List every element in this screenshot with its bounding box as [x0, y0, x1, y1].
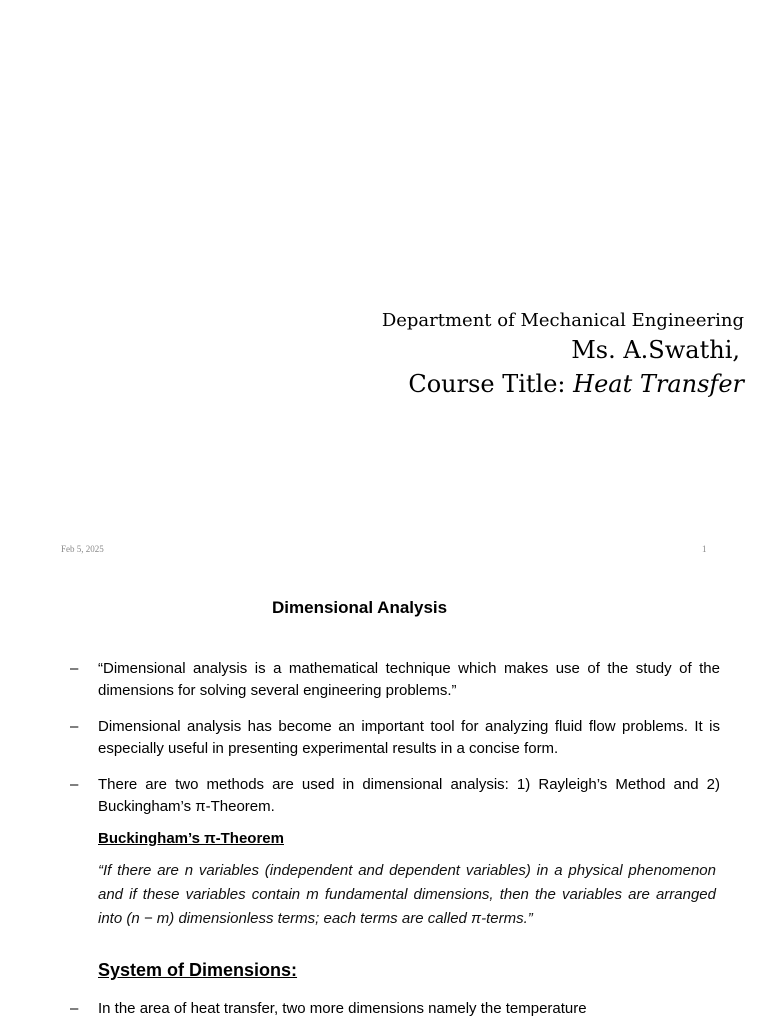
bullet-item — [70, 998, 720, 1020]
buckingham-subheading: Buckingham’s π-Theorem — [98, 830, 284, 847]
bullet-text: There are two methods are used in dimensional analysis: 1) Rayleigh’s Method and 2) Buckingham’s π-Theorem. — [98, 776, 720, 815]
bullet-item — [70, 658, 720, 702]
page-number: 1 — [702, 544, 707, 554]
bullet-dash: – — [70, 1000, 79, 1017]
author-name: Ms. A.Swathi, — [571, 336, 740, 364]
system-of-dimensions-heading: System of Dimensions: — [98, 960, 298, 980]
bullet-item — [70, 774, 720, 818]
course-label: Course Title: — [408, 370, 566, 398]
title-block — [382, 308, 744, 402]
bullet-dash: – — [70, 718, 79, 735]
bullet-item — [70, 716, 720, 760]
bullet-text: “Dimensional analysis is a mathematical technique which makes use of the study of the dimensions for solving several engineering problems.” — [98, 660, 720, 699]
footer-date: Feb 5, 2025 — [61, 544, 104, 554]
bullet-text: In the area of heat transfer, two more dimensions namely the temperature — [98, 1000, 587, 1017]
bullet-dash: – — [70, 776, 79, 793]
bullet-text: Dimensional analysis has become an important tool for analyzing fluid flow problems. It is especially useful in presenting experimental results in a concise form. — [98, 718, 720, 757]
course-line — [382, 366, 744, 402]
bullet-dash: – — [70, 660, 79, 677]
department-name: Department of Mechanical Engineering — [381, 310, 744, 331]
course-title: Heat Transfer — [573, 370, 744, 398]
slide-heading: Dimensional Analysis — [272, 598, 448, 617]
theorem-quote: “If there are n variables (independent and dependent variables) in a physical phenomenon and if these variables contain m fundamental dimensions, then the variables are arranged into (n − m) dimensionless terms; each terms are called π-terms.” — [98, 862, 716, 927]
